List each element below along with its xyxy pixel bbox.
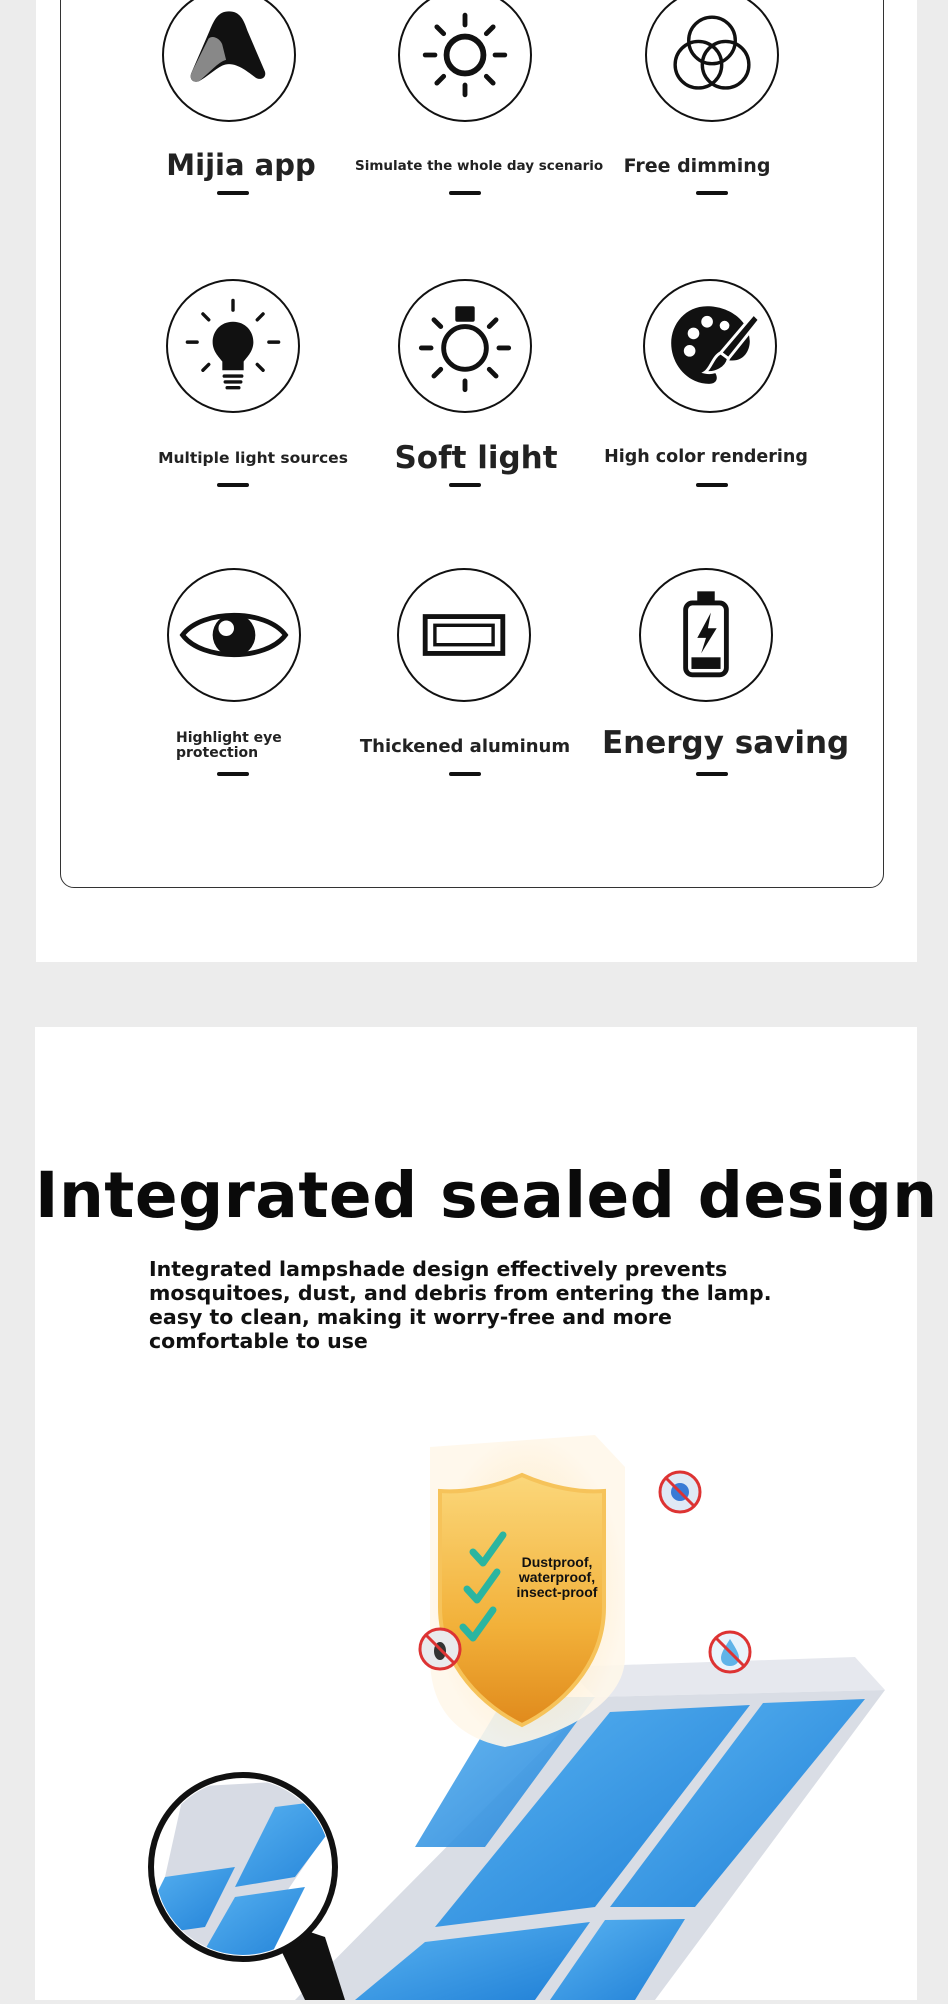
- feature-dash: [449, 191, 481, 195]
- feature-label: Mijia app: [166, 148, 316, 182]
- mijia-logo-icon: [162, 0, 296, 122]
- no-water-icon: [710, 1632, 750, 1672]
- feature-dash: [696, 483, 728, 487]
- sun-icon: [398, 0, 532, 122]
- section-description: Integrated lampshade design effectively prevents mosquitoes, dust, and debris from entering the lamp. easy to clean, making it worry-free and more comfortable to use: [149, 1257, 772, 1353]
- aluminum-frame-icon: [397, 568, 531, 702]
- feature-dash: [449, 483, 481, 487]
- sealed-lamp-illustration: [35, 1407, 917, 2000]
- shield-text-line-2: waterproof,: [518, 1569, 596, 1585]
- feature-dash: [217, 772, 249, 776]
- eye-icon: [167, 568, 301, 702]
- feature-label: High color rendering: [604, 447, 808, 467]
- feature-label: Free dimming: [623, 155, 771, 177]
- feature-label-text: Highlight eye protection: [176, 730, 282, 761]
- feature-label: Simulate the whole day scenario: [355, 158, 604, 174]
- light-bulb-icon: [166, 279, 300, 413]
- palette-icon: [643, 279, 777, 413]
- magnifier-callout: [135, 1775, 365, 2000]
- feature-dash: [696, 191, 728, 195]
- feature-label: Energy saving: [602, 725, 850, 761]
- sealed-design-panel: [35, 1027, 938, 2000]
- feature-label: Thickened aluminum: [359, 736, 571, 757]
- feature-label: [176, 731, 306, 761]
- feature-dash: [217, 483, 249, 487]
- feature-dash: [217, 191, 249, 195]
- shield-text-line-3: insect-proof: [516, 1584, 598, 1600]
- feature-dash: [696, 772, 728, 776]
- soft-light-icon: [398, 279, 532, 413]
- battery-icon: [639, 568, 773, 702]
- feature-dash: [449, 772, 481, 776]
- rgb-circles-icon: [645, 0, 779, 122]
- no-virus-icon: [660, 1472, 700, 1512]
- no-insect-icon: [420, 1629, 460, 1669]
- feature-label: Multiple light sources: [158, 449, 348, 467]
- feature-label: Soft light: [394, 440, 558, 476]
- section-title: Integrated sealed design: [35, 1159, 938, 1232]
- shield-text-line-1: Dustproof,: [521, 1554, 593, 1570]
